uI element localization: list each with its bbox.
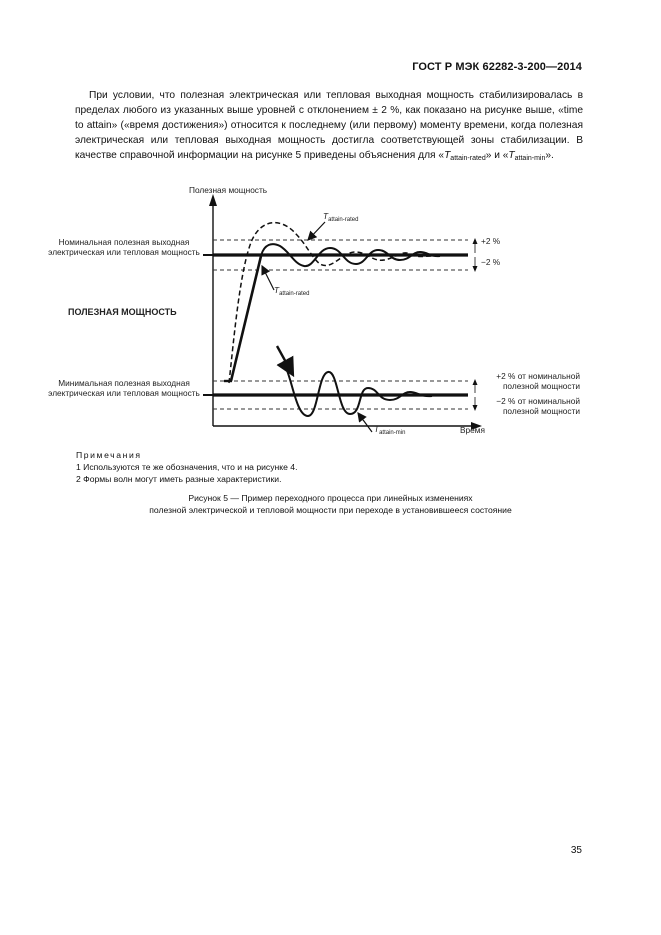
figure-caption: [0, 492, 661, 516]
t-subscript: attain-min: [379, 430, 406, 436]
page-number: 35: [570, 845, 582, 856]
t-symbol: T: [323, 211, 329, 221]
t-attain-min-subscript: attain-min: [514, 155, 546, 162]
t-subscript: attain-rated: [279, 291, 310, 297]
notes-title: Примечания: [76, 450, 142, 460]
t-attain-rated-symbol: T: [444, 150, 451, 161]
t-symbol: T: [374, 424, 380, 434]
center-useful-power-label: ПОЛЕЗНАЯ МОЩНОСТЬ: [68, 307, 177, 317]
rated-plus-arrow-icon: [473, 238, 478, 244]
y-axis-label: Полезная мощность: [189, 185, 268, 195]
rated-minus-arrow-icon: [473, 266, 478, 272]
body-text-end: ».: [545, 150, 554, 161]
caption-line-2: полезной электрической и тепловой мощности при переходе в установившееся состояние: [149, 505, 512, 515]
min-minus-label: −2 % от номинальной полезной мощности: [496, 396, 580, 416]
t-attain-rated-lower-label: [274, 286, 309, 300]
t-subscript: attain-rated: [328, 217, 359, 223]
ramp-down-arrow: [277, 346, 293, 375]
y-axis-arrow-icon: [209, 194, 217, 206]
rated-level-label: Номинальная полезная выходная электрическая или тепловая мощность: [48, 237, 200, 257]
min-minus-arrow-icon: [473, 405, 478, 411]
rated-minus-label: −2 %: [481, 257, 501, 267]
rated-plus-label: +2 %: [481, 236, 501, 246]
dashed-overshoot-curve: [229, 223, 432, 383]
t-symbol: T: [274, 285, 280, 295]
figure-transient-diagram: [0, 178, 661, 448]
min-level-label: Минимальная полезная выходная электрическая или тепловая мощность: [48, 378, 200, 398]
t-attain-min-symbol: T: [508, 150, 515, 161]
page-header-standard: ГОСТ Р МЭК 62282-3-200—2014: [412, 61, 582, 73]
t-attain-rated-subscript: attain-rated: [450, 155, 486, 162]
body-paragraph: [75, 88, 583, 166]
body-text-mid: » и «: [485, 150, 509, 161]
caption-line-1: Рисунок 5 — Пример переходного процесса при линейных изменениях: [188, 493, 473, 503]
t-attain-min-arrow: [358, 413, 372, 432]
t-attain-min-label: [374, 425, 405, 439]
min-plus-arrow-icon: [473, 379, 478, 385]
notes-block: [76, 449, 297, 485]
note-item: 1 Используются те же обозначения, что и на рисунке 4.: [76, 462, 298, 472]
min-plus-label: +2 % от номинальной полезной мощности: [496, 371, 580, 391]
x-axis-label: Время: [460, 425, 485, 435]
t-attain-rated-upper-label: [323, 212, 358, 226]
note-item: 2 Формы волн могут иметь разные характеристики.: [76, 474, 282, 484]
body-text-part1: При условии, что полезная электрическая или тепловая выходная мощность стабилизировалась в пределах любого из указанных выше уровней с отклонением ± 2 %, как показано на рисунке выше, «time to attain» («время достижения») относится к последнему (или первому) моменту времени, когда полезная электрическая или тепловая выходная мощность достигла соответствующей зоны стабилизации. В качестве справочной информации на рисунке 5 приведены объяснения для «: [75, 90, 583, 161]
solid-oscillation-min: [285, 366, 432, 416]
